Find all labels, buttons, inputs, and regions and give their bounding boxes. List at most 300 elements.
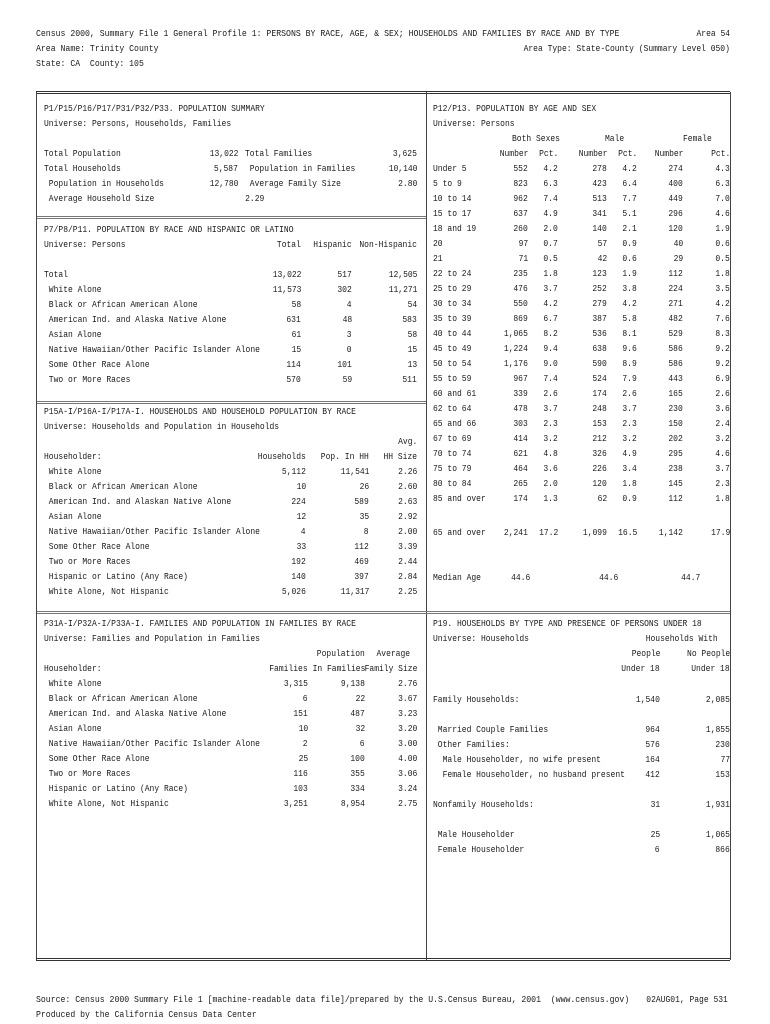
row-value: 590 (592, 358, 607, 369)
row-value: 6 (303, 693, 308, 704)
row-value: 469 (354, 556, 369, 567)
section-divider-3 (37, 611, 730, 614)
universe-label: Universe: Households (433, 633, 529, 644)
row-value: 387 (592, 313, 607, 324)
row-value: 44.6 (510, 572, 530, 583)
row-value: 2,085 (706, 694, 730, 705)
row-label: Average Family Size (245, 178, 341, 189)
row-label: 35 to 39 (433, 313, 472, 324)
row-value: 58 (407, 329, 417, 340)
row-value: 1.8 (543, 268, 558, 279)
row-value: 12 (296, 511, 306, 522)
row-label: Asian Alone (44, 329, 102, 340)
row-value: 17.2 (538, 527, 558, 538)
row-value: 302 (337, 284, 352, 295)
row-value: 0 (347, 344, 352, 355)
row-value: 4.2 (543, 163, 558, 174)
row-value: 1,855 (706, 724, 730, 735)
row-value: 423 (592, 178, 607, 189)
row-value: 2.3 (715, 478, 730, 489)
row-value: 6.3 (715, 178, 730, 189)
row-value: 3.2 (622, 433, 637, 444)
row-value: 4.6 (715, 448, 730, 459)
col-header-households-with: Households With (646, 633, 718, 644)
universe-label: Universe: Persons, Households, Families (44, 118, 232, 129)
row-label: 20 (433, 238, 443, 249)
row-value: 1,176 (504, 358, 528, 369)
row-label: Two or More Races (44, 374, 131, 385)
row-label: Married Couple Families (433, 724, 549, 735)
row-value: 4.3 (715, 163, 730, 174)
row-label: 62 to 64 (433, 403, 472, 414)
col-header-average: Average (376, 648, 410, 659)
row-value: 0.6 (622, 253, 637, 264)
row-value: 8,954 (341, 798, 365, 809)
row-value: 13,022 (209, 148, 238, 159)
row-value: 35 (359, 511, 369, 522)
row-value: 101 (337, 359, 352, 370)
row-value: 8.3 (715, 328, 730, 339)
row-value: 0.6 (715, 238, 730, 249)
row-value: 2.29 (244, 193, 264, 204)
state-county: State: CA County: 105 (36, 58, 144, 69)
row-label: 55 to 59 (433, 373, 472, 384)
row-value: 174 (592, 388, 607, 399)
row-value: 9.2 (715, 358, 730, 369)
row-value: 586 (668, 358, 683, 369)
row-value: 1.9 (715, 223, 730, 234)
row-value: 29 (673, 253, 683, 264)
producer-note: Produced by the California Census Data Center (36, 1009, 257, 1020)
row-value: 5.8 (622, 313, 637, 324)
col-header-families: Families (269, 663, 308, 674)
row-value: 100 (350, 753, 365, 764)
row-value: 334 (350, 783, 365, 794)
row-value: 7.4 (543, 193, 558, 204)
row-value: 4.2 (543, 298, 558, 309)
row-value: 58 (291, 299, 301, 310)
row-value: 44.6 (598, 572, 618, 583)
row-label: Other Families: (433, 739, 510, 750)
row-value: 412 (645, 769, 660, 780)
row-value: 583 (402, 314, 417, 325)
row-value: 4.9 (543, 208, 558, 219)
row-value: 112 (354, 541, 369, 552)
row-label: American Ind. and Alaska Native Alone (44, 708, 227, 719)
row-label: Black or African American Alone (44, 693, 198, 704)
row-value: 1,142 (659, 527, 683, 538)
section-title: P7/P8/P11. POPULATION BY RACE AND HISPANIC OR LATINO (44, 224, 294, 235)
row-value: 1,224 (504, 343, 528, 354)
row-value: 4.9 (622, 448, 637, 459)
row-value: 192 (291, 556, 306, 567)
row-label: Native Hawaiian/Other Pacific Islander Alone (44, 344, 260, 355)
row-value: 3,251 (284, 798, 308, 809)
row-value: 61 (291, 329, 301, 340)
row-value: 524 (592, 373, 607, 384)
row-label: Hispanic or Latino (Any Race) (44, 571, 188, 582)
row-value: 33 (296, 541, 306, 552)
row-value: 4 (347, 299, 352, 310)
row-value: 637 (513, 208, 528, 219)
row-value: 114 (286, 359, 301, 370)
row-value: 230 (715, 739, 730, 750)
row-label: 85 and over (433, 493, 486, 504)
row-value: 2.60 (397, 481, 417, 492)
row-value: 3.6 (715, 403, 730, 414)
row-value: 869 (513, 313, 528, 324)
row-label: American Ind. and Alaska Native Alone (44, 314, 227, 325)
col-subheader: Number (499, 148, 528, 159)
row-label: 75 to 79 (433, 463, 472, 474)
row-value: 631 (286, 314, 301, 325)
row-value: 248 (592, 403, 607, 414)
row-value: 59 (342, 374, 352, 385)
row-value: 25 (298, 753, 308, 764)
row-value: 140 (592, 223, 607, 234)
row-value: 4.00 (397, 753, 417, 764)
row-value: 8.1 (622, 328, 637, 339)
universe-label: Universe: Families and Population in Families (44, 633, 260, 644)
row-value: 16.5 (617, 527, 637, 538)
row-value: 2.63 (397, 496, 417, 507)
row-value: 4.2 (715, 298, 730, 309)
row-value: 145 (668, 478, 683, 489)
row-value: 13,022 (272, 269, 301, 280)
row-value: 1,065 (504, 328, 528, 339)
col-subheader: Number (578, 148, 607, 159)
row-label: Black or African American Alone (44, 299, 198, 310)
row-value: 341 (592, 208, 607, 219)
row-value: 212 (592, 433, 607, 444)
row-value: 2.3 (543, 418, 558, 429)
row-value: 22 (355, 693, 365, 704)
row-value: 3.7 (543, 283, 558, 294)
row-value: 464 (513, 463, 528, 474)
row-value: 8 (364, 526, 369, 537)
row-label: White Alone (44, 678, 102, 689)
row-value: 2.92 (397, 511, 417, 522)
row-value: 529 (668, 328, 683, 339)
row-value: 7.6 (715, 313, 730, 324)
row-value: 6.9 (715, 373, 730, 384)
row-label: Total Households (44, 163, 121, 174)
row-value: 9.6 (622, 343, 637, 354)
col-header-family-size: Family Size (364, 663, 417, 674)
row-label: White Alone, Not Hispanic (44, 798, 169, 809)
row-value: 112 (668, 268, 683, 279)
row-value: 570 (286, 374, 301, 385)
row-value: 15 (407, 344, 417, 355)
row-label: 5 to 9 (433, 178, 462, 189)
row-label: Male Householder, no wife present (433, 754, 601, 765)
row-label: Population in Households (44, 178, 164, 189)
row-value: 3.7 (543, 403, 558, 414)
row-value: 414 (513, 433, 528, 444)
row-value: 1.3 (543, 493, 558, 504)
row-value: 279 (592, 298, 607, 309)
row-label: Total (44, 269, 68, 280)
row-value: 140 (291, 571, 306, 582)
row-value: 260 (513, 223, 528, 234)
row-value: 8.9 (622, 358, 637, 369)
row-value: 517 (337, 269, 352, 280)
row-label: Under 5 (433, 163, 467, 174)
row-value: 536 (592, 328, 607, 339)
row-value: 0.5 (715, 253, 730, 264)
group-header-both-sexes: Both Sexes (512, 133, 560, 144)
row-value: 2.75 (397, 798, 417, 809)
row-label: 18 and 19 (433, 223, 477, 234)
row-value: 202 (668, 433, 683, 444)
row-value: 1,065 (706, 829, 730, 840)
row-value: 3.4 (622, 463, 637, 474)
row-label: Female Householder, no husband present (433, 769, 625, 780)
row-value: 962 (513, 193, 528, 204)
row-value: 621 (513, 448, 528, 459)
row-value: 2.26 (397, 466, 417, 477)
row-label: Family Households: (433, 694, 520, 705)
row-value: 552 (513, 163, 528, 174)
area-number: Area 54 (696, 28, 730, 39)
col-header-under-18-b: Under 18 (691, 663, 730, 674)
row-value: 5,587 (214, 163, 238, 174)
row-value: 153 (715, 769, 730, 780)
row-value: 3,315 (284, 678, 308, 689)
row-value: 3.6 (543, 463, 558, 474)
row-value: 1,931 (706, 799, 730, 810)
row-value: 823 (513, 178, 528, 189)
row-value: 40 (673, 238, 683, 249)
row-value: 2.6 (622, 388, 637, 399)
row-label: Total Population (44, 148, 121, 159)
row-value: 54 (407, 299, 417, 310)
row-label: White Alone, Not Hispanic (44, 586, 169, 597)
row-value: 0.9 (622, 493, 637, 504)
row-value: 3.7 (715, 463, 730, 474)
row-value: 9.2 (715, 343, 730, 354)
row-value: 1.8 (715, 493, 730, 504)
row-value: 252 (592, 283, 607, 294)
row-value: 274 (668, 163, 683, 174)
row-value: 3.00 (397, 738, 417, 749)
row-value: 3.2 (543, 433, 558, 444)
page-info: 02AUG01, Page 531 (646, 994, 728, 1005)
col-header-in-families: In Families (312, 663, 365, 674)
row-label: Some Other Race Alone (44, 541, 150, 552)
row-label: American Ind. and Alaskan Native Alone (44, 496, 232, 507)
row-label: 80 to 84 (433, 478, 472, 489)
row-value: 13 (407, 359, 417, 370)
col-header-pop-in-hh: Pop. In HH (321, 451, 369, 462)
row-value: 303 (513, 418, 528, 429)
row-value: 120 (668, 223, 683, 234)
row-value: 6.4 (622, 178, 637, 189)
row-value: 7.4 (543, 373, 558, 384)
row-value: 2.3 (622, 418, 637, 429)
row-value: 12,780 (209, 178, 238, 189)
col-header-hh-size: HH Size (383, 451, 417, 462)
row-value: 278 (592, 163, 607, 174)
row-value: 6.3 (543, 178, 558, 189)
group-header-female: Female (683, 133, 712, 144)
row-label: Black or African American Alone (44, 481, 198, 492)
row-head-householder: Householder: (44, 451, 102, 462)
row-label: 45 to 49 (433, 343, 472, 354)
row-label: White Alone (44, 284, 102, 295)
row-value: 2.0 (543, 478, 558, 489)
row-value: 271 (668, 298, 683, 309)
row-value: 866 (715, 844, 730, 855)
row-value: 589 (354, 496, 369, 507)
row-value: 6.7 (543, 313, 558, 324)
row-value: 120 (592, 478, 607, 489)
row-value: 3,625 (393, 148, 417, 159)
row-value: 103 (293, 783, 308, 794)
row-value: 3 (347, 329, 352, 340)
area-type: Area Type: State-County (Summary Level 050) (523, 43, 730, 54)
row-value: 5,112 (282, 466, 306, 477)
row-label: 22 to 24 (433, 268, 472, 279)
row-label: Median Age (433, 572, 481, 583)
row-value: 3.8 (622, 283, 637, 294)
row-value: 2.25 (397, 586, 417, 597)
row-value: 326 (592, 448, 607, 459)
row-value: 150 (668, 418, 683, 429)
row-value: 3.7 (622, 403, 637, 414)
row-value: 11,541 (340, 466, 369, 477)
row-value: 265 (513, 478, 528, 489)
row-value: 3.39 (397, 541, 417, 552)
row-value: 1.9 (622, 268, 637, 279)
row-value: 1.8 (715, 268, 730, 279)
row-value: 513 (592, 193, 607, 204)
row-value: 32 (355, 723, 365, 734)
section-title: P12/P13. POPULATION BY AGE AND SEX (433, 103, 597, 114)
col-subheader: Number (654, 148, 683, 159)
row-value: 6 (655, 844, 660, 855)
row-label: Native Hawaiian/Other Pacific Islander Alone (44, 738, 260, 749)
row-head-householder: Householder: (44, 663, 102, 674)
row-value: 62 (597, 493, 607, 504)
row-label: Male Householder (433, 829, 515, 840)
row-label: 70 to 74 (433, 448, 472, 459)
col-header-people: People (631, 648, 660, 659)
row-value: 71 (518, 253, 528, 264)
row-value: 0.9 (622, 238, 637, 249)
col-header-non-hispanic: Non-Hispanic (359, 239, 417, 250)
report-title: Census 2000, Summary File 1 General Profile 1: PERSONS BY RACE, AGE, & SEX; HOUSEHOLDS AND FAMILIES BY RACE AND BY TYPE (36, 28, 620, 39)
col-header-hispanic: Hispanic (313, 239, 352, 250)
row-value: 10,140 (388, 163, 417, 174)
col-subheader: Pct. (538, 148, 558, 159)
row-value: 9.0 (543, 358, 558, 369)
row-label: 40 to 44 (433, 328, 472, 339)
row-label: Two or More Races (44, 556, 131, 567)
row-value: 2 (303, 738, 308, 749)
row-value: 112 (668, 493, 683, 504)
row-value: 4.2 (622, 163, 637, 174)
row-value: 400 (668, 178, 683, 189)
row-value: 57 (597, 238, 607, 249)
row-value: 4.6 (715, 208, 730, 219)
col-header-avg: Avg. (397, 436, 417, 447)
row-value: 550 (513, 298, 528, 309)
row-value: 42 (597, 253, 607, 264)
row-label: Hispanic or Latino (Any Race) (44, 783, 188, 794)
row-value: 11,271 (388, 284, 417, 295)
row-label: 21 (433, 253, 443, 264)
row-label: Native Hawaiian/Other Pacific Islander Alone (44, 526, 260, 537)
row-value: 5,026 (282, 586, 306, 597)
row-label: Some Other Race Alone (44, 753, 150, 764)
row-value: 11,317 (340, 586, 369, 597)
source-note: Source: Census 2000 Summary File 1 [machine-readable data file]/prepared by the U.S.Census Bureau, 2001 (www.census.gov) (36, 994, 630, 1005)
row-value: 2.44 (397, 556, 417, 567)
row-value: 2.0 (543, 223, 558, 234)
section-title: P1/P15/P16/P17/P31/P32/P33. POPULATION SUMMARY (44, 103, 265, 114)
row-label: Nonfamily Households: (433, 799, 534, 810)
row-label: White Alone (44, 466, 102, 477)
row-value: 151 (293, 708, 308, 719)
row-value: 487 (350, 708, 365, 719)
row-value: 3.2 (715, 433, 730, 444)
row-label: Total Families (245, 148, 313, 159)
section-title: P31A-I/P32A-I/P33A-I. FAMILIES AND POPULATION IN FAMILIES BY RACE (44, 618, 356, 629)
row-value: 26 (359, 481, 369, 492)
col-header-under-18-a: Under 18 (621, 663, 660, 674)
row-value: 339 (513, 388, 528, 399)
row-value: 2.00 (397, 526, 417, 537)
top-rule (36, 91, 730, 94)
row-value: 2.6 (715, 388, 730, 399)
row-value: 3.67 (397, 693, 417, 704)
row-value: 1,099 (583, 527, 607, 538)
section-divider-1 (37, 216, 426, 219)
row-value: 12,505 (388, 269, 417, 280)
col-header-population: Population (317, 648, 365, 659)
row-value: 235 (513, 268, 528, 279)
row-value: 10 (296, 481, 306, 492)
row-value: 2.76 (397, 678, 417, 689)
row-value: 2.6 (543, 388, 558, 399)
row-value: 230 (668, 403, 683, 414)
row-value: 397 (354, 571, 369, 582)
row-value: 77 (720, 754, 730, 765)
section-title: P15A-I/P16A-I/P17A-I. HOUSEHOLDS AND HOUSEHOLD POPULATION BY RACE (44, 406, 356, 417)
row-value: 1.8 (622, 478, 637, 489)
row-value: 164 (645, 754, 660, 765)
universe-label: Universe: Persons (433, 118, 515, 129)
row-value: 123 (592, 268, 607, 279)
row-value: 116 (293, 768, 308, 779)
row-value: 2.1 (622, 223, 637, 234)
row-value: 355 (350, 768, 365, 779)
row-value: 0.5 (543, 253, 558, 264)
row-label: 60 and 61 (433, 388, 477, 399)
row-value: 449 (668, 193, 683, 204)
row-value: 10 (298, 723, 308, 734)
row-label: Asian Alone (44, 723, 102, 734)
row-value: 44.7 (680, 572, 700, 583)
row-label: 15 to 17 (433, 208, 472, 219)
row-label: Some Other Race Alone (44, 359, 150, 370)
row-value: 967 (513, 373, 528, 384)
row-value: 238 (668, 463, 683, 474)
bottom-rule (36, 958, 730, 961)
row-value: 2.80 (397, 178, 417, 189)
row-value: 226 (592, 463, 607, 474)
